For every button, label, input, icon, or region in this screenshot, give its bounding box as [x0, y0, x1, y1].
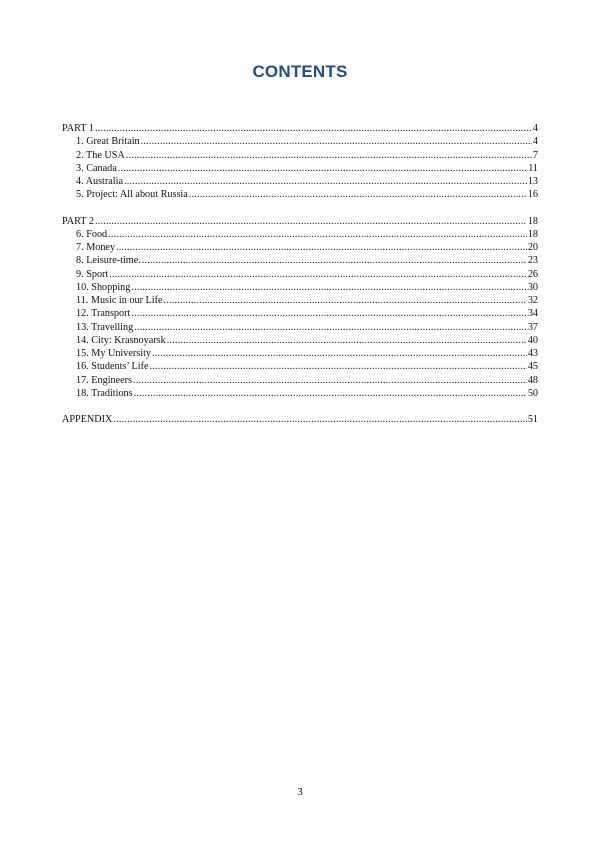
- toc-page-number: 34: [527, 308, 538, 320]
- dot-leader: [109, 268, 527, 281]
- toc-page-number: 18: [527, 228, 538, 240]
- dot-leader: [141, 135, 532, 148]
- dot-leader: [131, 281, 526, 294]
- toc-item[interactable]: [62, 241, 538, 254]
- toc-page-number: 23: [527, 255, 538, 267]
- section-spacer: [62, 202, 538, 215]
- toc-entry-label: 14. City: Krasnoyarsk: [76, 334, 166, 346]
- toc-entry-label: 17. Engineers: [76, 374, 133, 386]
- toc-page-number: 37: [527, 321, 538, 333]
- toc-page-number: 26: [527, 268, 538, 280]
- dot-leader: [150, 360, 527, 373]
- page-title: CONTENTS: [252, 62, 348, 81]
- toc-item[interactable]: [62, 307, 538, 320]
- dot-leader: [131, 307, 526, 320]
- toc-entry-label: 15. My University: [76, 348, 151, 359]
- toc-page-number: 30: [527, 281, 538, 293]
- toc-entry-label: 5. Project: All about Russia: [76, 189, 188, 201]
- dot-leader: [163, 294, 526, 307]
- dot-leader: [124, 175, 527, 188]
- toc-page-number: 7: [532, 149, 538, 161]
- toc-page-number: 18: [527, 215, 538, 227]
- toc-page-number: 4: [532, 136, 538, 148]
- dot-leader: [189, 188, 527, 201]
- toc-page-number: 50: [527, 387, 538, 399]
- toc-item[interactable]: [62, 334, 538, 347]
- dot-leader: [167, 334, 527, 347]
- toc-entry-label: 10. Shopping: [76, 281, 131, 293]
- toc-item[interactable]: [62, 135, 538, 148]
- toc-entry-label: APPENDIX: [62, 414, 113, 425]
- toc-item[interactable]: [62, 188, 538, 201]
- toc-entry-label: 12. Transport: [76, 308, 131, 320]
- dot-leader: [134, 321, 527, 334]
- dot-leader: [113, 413, 526, 426]
- toc-entry-label: 13. Travelling: [76, 321, 134, 333]
- toc-item[interactable]: [62, 294, 538, 307]
- toc-page-number: 13: [527, 176, 538, 187]
- dot-leader: [133, 374, 527, 387]
- dot-leader: [95, 215, 527, 228]
- section-spacer: [62, 400, 538, 413]
- toc-part-2[interactable]: [62, 215, 538, 228]
- toc-item[interactable]: [62, 175, 538, 188]
- dot-leader: [118, 162, 527, 175]
- toc-item[interactable]: [62, 321, 538, 334]
- toc-entry-label: PART 2: [62, 215, 94, 227]
- toc-item[interactable]: [62, 387, 538, 400]
- toc-entry-label: 16. Students’ Life: [76, 361, 149, 373]
- toc-item[interactable]: [62, 281, 538, 294]
- dot-leader: [152, 347, 527, 360]
- toc-page-number: 43: [527, 348, 538, 359]
- toc-entry-label: 9. Sport: [76, 268, 109, 280]
- toc-item[interactable]: [62, 360, 538, 373]
- toc-page-number: 48: [527, 374, 538, 386]
- dot-leader: [126, 149, 532, 162]
- toc-page-number: 45: [527, 361, 538, 373]
- table-of-contents: [62, 122, 538, 426]
- toc-part-1[interactable]: [62, 122, 538, 135]
- toc-page-number: 32: [527, 295, 538, 306]
- toc-entry-label: 6. Food: [76, 228, 108, 240]
- toc-entry-label: 11. Music in our Life: [76, 295, 163, 306]
- dot-leader: [108, 228, 527, 241]
- toc-item[interactable]: [62, 374, 538, 387]
- toc-entry-label: 8. Leisure-time.: [76, 255, 141, 267]
- toc-item[interactable]: [62, 254, 538, 267]
- toc-entry-label: 18. Traditions: [76, 387, 133, 399]
- toc-item[interactable]: [62, 228, 538, 241]
- toc-appendix[interactable]: [62, 413, 538, 426]
- dot-leader: [142, 254, 527, 267]
- toc-page-number: 40: [527, 334, 538, 346]
- dot-leader: [116, 241, 527, 254]
- dot-leader: [95, 122, 532, 135]
- toc-page-number: 4: [532, 123, 538, 134]
- toc-page-number: 20: [527, 242, 538, 253]
- toc-item[interactable]: [62, 347, 538, 360]
- toc-entry-label: 3. Canada: [76, 162, 117, 174]
- toc-item[interactable]: [62, 162, 538, 175]
- toc-entry-label: 7. Money: [76, 242, 116, 253]
- toc-page-number: 16: [527, 189, 538, 201]
- toc-page-number: 51: [527, 414, 538, 425]
- toc-item[interactable]: [62, 268, 538, 281]
- toc-item[interactable]: [62, 149, 538, 162]
- toc-entry-label: 1. Great Britain: [76, 136, 140, 148]
- toc-entry-label: 2. The USA: [76, 149, 125, 161]
- dot-leader: [134, 387, 527, 400]
- toc-entry-label: PART 1: [62, 123, 94, 134]
- page-number: 3: [297, 786, 303, 798]
- toc-entry-label: 4. Australia: [76, 176, 123, 187]
- toc-page-number: 11: [528, 162, 538, 174]
